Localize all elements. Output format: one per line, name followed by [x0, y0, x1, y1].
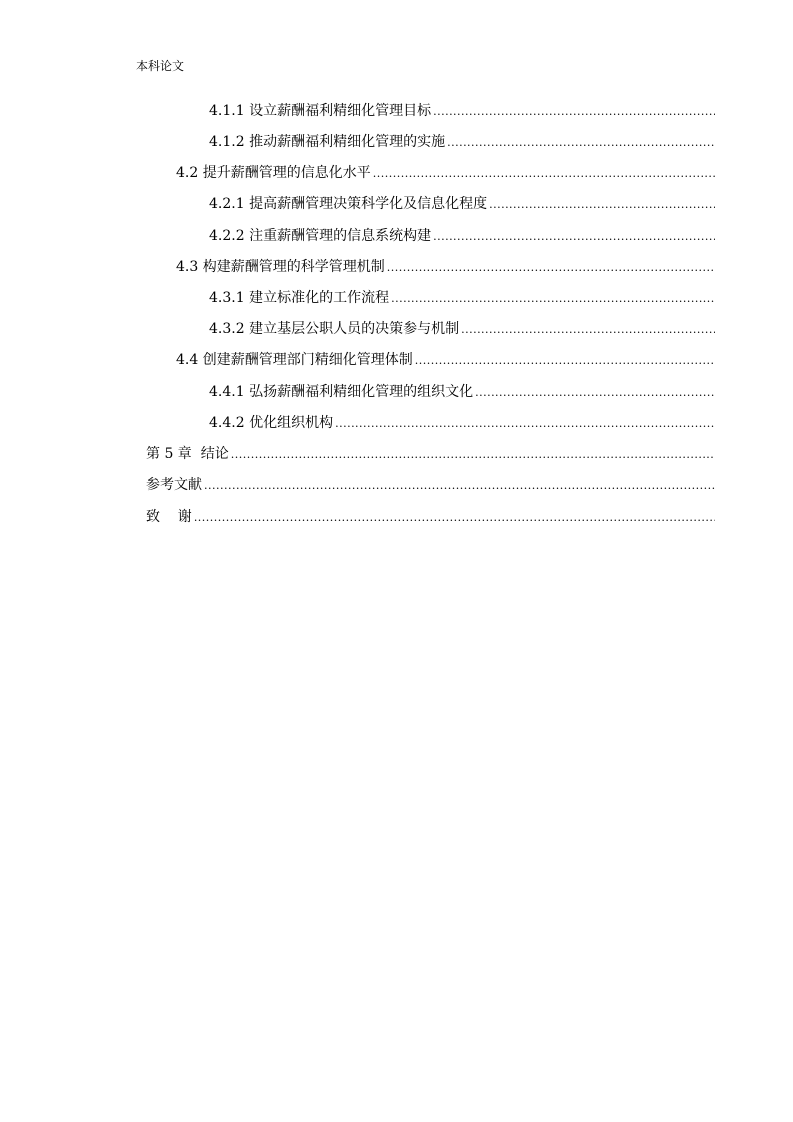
toc-entry[interactable] — [146, 507, 715, 527]
toc-entry[interactable] — [209, 319, 715, 339]
toc-entry-label: 4.3.1 建立标准化的工作流程 — [209, 290, 390, 306]
toc-dot-leader — [204, 476, 715, 496]
toc-entry[interactable] — [209, 194, 715, 214]
toc-entry-label: 4.4 创建薪酬管理部门精细化管理体制 — [176, 352, 413, 368]
toc-entry-label: 4.4.1 弘扬薪酬福利精细化管理的组织文化 — [209, 384, 474, 400]
toc-entry[interactable] — [176, 163, 715, 183]
toc-dot-leader — [391, 289, 715, 309]
toc-entry-label: 致 谢 — [146, 509, 192, 525]
toc-entry[interactable] — [146, 444, 715, 464]
toc-entry[interactable] — [176, 350, 715, 370]
toc-entry[interactable] — [209, 413, 715, 433]
toc-entry-label: 4.1.1 设立薪酬福利精细化管理目标 — [209, 103, 432, 119]
toc-entry-label: 4.2.2 注重薪酬管理的信息系统构建 — [209, 228, 432, 244]
toc-entry[interactable] — [146, 475, 715, 495]
page-header-title: 本科论文 — [136, 59, 185, 73]
toc-entry[interactable] — [209, 101, 715, 121]
toc-dot-leader — [447, 133, 715, 153]
toc-entry-label: 4.2.1 提高薪酬管理决策科学化及信息化程度 — [209, 196, 488, 212]
toc-entry[interactable] — [209, 288, 715, 308]
toc-dot-leader — [475, 383, 715, 403]
toc-dot-leader — [433, 102, 715, 122]
toc-entry[interactable] — [209, 132, 715, 152]
toc-dot-leader — [387, 258, 715, 278]
toc-entry-label: 第 5 章 结论 — [146, 446, 229, 462]
toc-entry-label: 4.4.2 优化组织机构 — [209, 415, 334, 431]
toc-dot-leader — [415, 351, 715, 371]
toc-dot-leader — [194, 508, 715, 528]
toc-entry[interactable] — [209, 226, 715, 246]
toc-dot-leader — [489, 195, 715, 215]
toc-dot-leader — [335, 414, 715, 434]
toc-entry-label: 4.3 构建薪酬管理的科学管理机制 — [176, 259, 385, 275]
toc-entry-label: 4.2 提升薪酬管理的信息化水平 — [176, 165, 371, 181]
toc-dot-leader — [373, 164, 715, 184]
toc-dot-leader — [231, 445, 715, 465]
toc-entry[interactable] — [209, 382, 715, 402]
toc-entry-label: 4.3.2 建立基层公职人员的决策参与机制 — [209, 321, 460, 337]
toc-entry-label: 参考文献 — [146, 477, 202, 493]
toc-dot-leader — [461, 320, 715, 340]
toc-entry-label: 4.1.2 推动薪酬福利精细化管理的实施 — [209, 134, 446, 150]
toc-dot-leader — [433, 227, 715, 247]
toc-entry[interactable] — [176, 257, 715, 277]
